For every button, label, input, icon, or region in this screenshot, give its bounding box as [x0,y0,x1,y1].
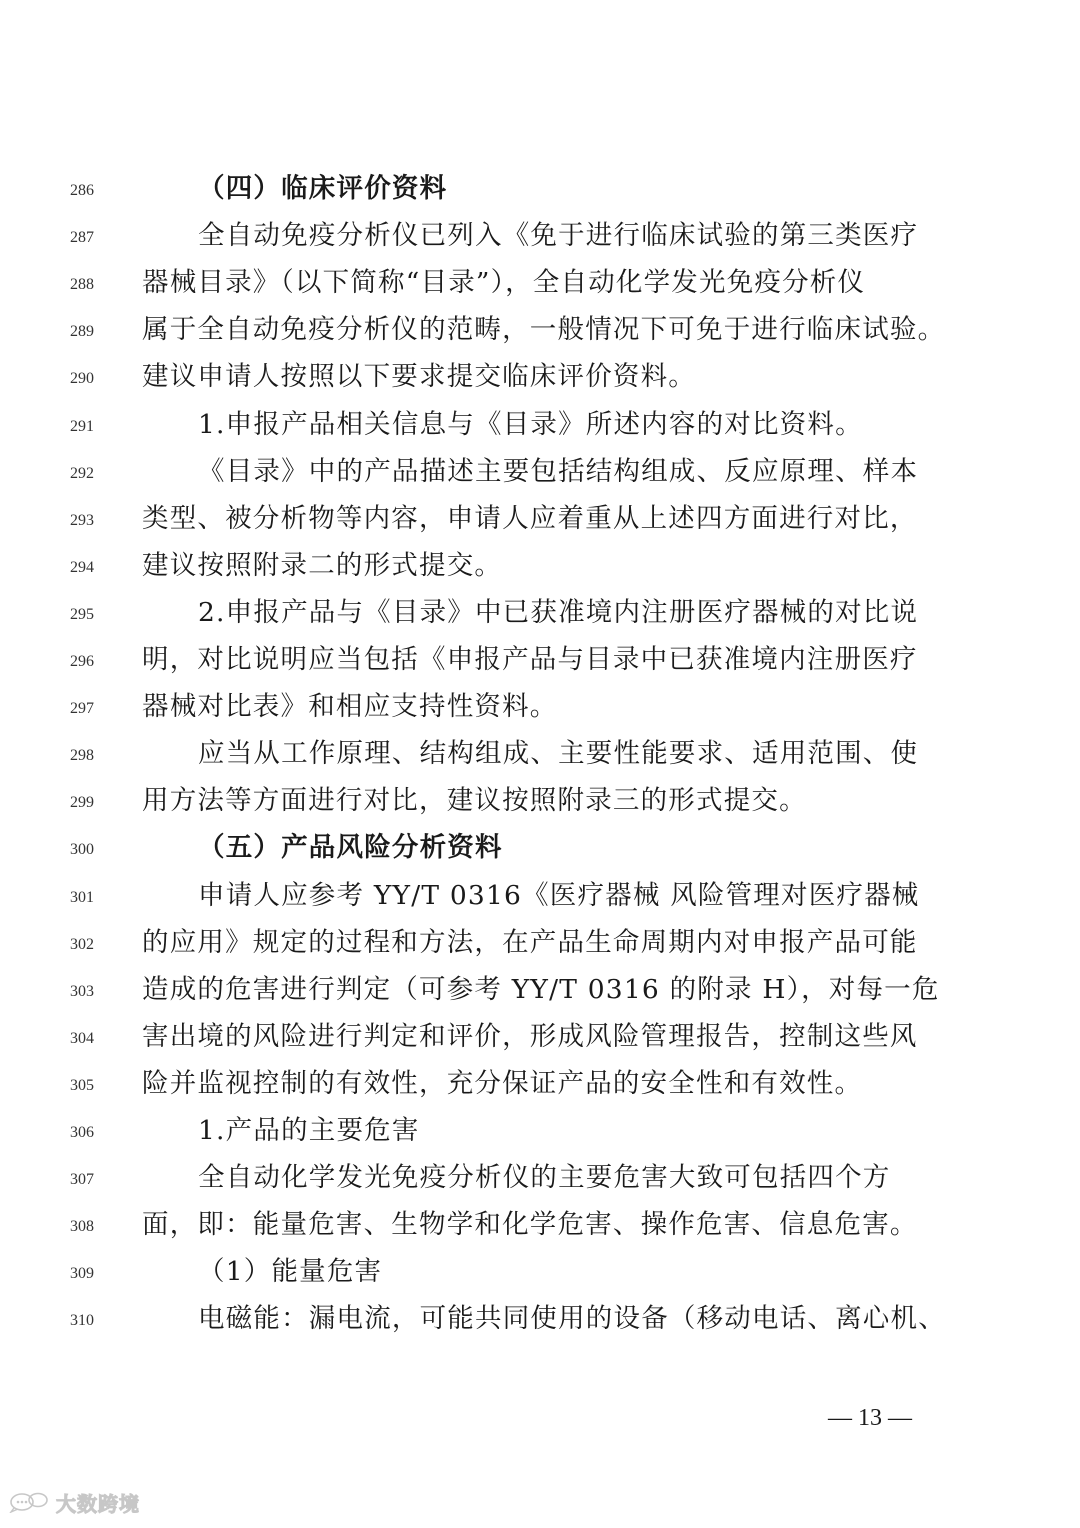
line-text: 建议申请人按照以下要求提交临床评价资料。 [142,361,696,393]
document-line [0,737,1080,784]
document-line [0,1161,1080,1208]
line-number: 306 [70,1124,94,1141]
document-line [0,879,1080,926]
line-text: 面，即：能量危害、生物学和化学危害、操作危害、信息危害。 [142,1209,918,1241]
line-number: 299 [70,794,94,812]
line-number: 305 [70,1076,94,1094]
line-number: 296 [70,653,94,670]
document-line [0,1208,1080,1255]
line-text: 造成的危害进行判定（可参考 YY/T 0316 的附录 H），对每一危 [142,973,940,1005]
line-text: 全自动免疫分析仪已列入《免于进行临床试验的第三类医疗 [198,220,919,252]
line-number: 287 [70,229,94,247]
line-number: 289 [70,323,94,341]
line-text: 险并监视控制的有效性，充分保证产品的安全性和有效性。 [142,1067,863,1099]
line-text: 2.申报产品与《目录》中已获准境内注册医疗器械的对比说 [198,596,919,628]
line-text: 器械对比表》和相应支持性资料。 [142,691,558,723]
document-line [0,313,1080,360]
line-text: 用方法等方面进行对比，建议按照附录三的形式提交。 [142,785,807,817]
line-text: 明，对比说明应当包括《申报产品与目录中已获准境内注册医疗 [142,644,918,675]
line-text: 类型、被分析物等内容，申请人应着重从上述四方面进行对比， [142,502,918,534]
line-text: 属于全自动免疫分析仪的范畴，一般情况下可免于进行临床试验。 [142,314,946,346]
document-line [0,360,1080,407]
document-line [0,1020,1080,1067]
document-line [0,784,1080,831]
line-number: 304 [70,1029,94,1047]
document-line [0,1255,1080,1302]
watermark-text: 大数跨境 [56,1491,140,1516]
document-line [0,172,1080,219]
line-text: 《目录》中的产品描述主要包括结构组成、反应原理、样本 [198,455,919,487]
document-line [0,973,1080,1020]
line-number: 297 [70,700,94,718]
document-line [0,1302,1080,1349]
document-line [0,596,1080,643]
line-number: 290 [70,370,94,388]
line-number: 307 [70,1171,94,1189]
line-text: 应当从工作原理、结构组成、主要性能要求、适用范围、使 [198,738,919,770]
line-number: 303 [70,982,94,1000]
document-line [0,549,1080,596]
document-line [0,455,1080,502]
line-number: 302 [70,935,94,953]
watermark [8,1488,140,1516]
line-number: 301 [70,888,94,906]
line-number: 292 [70,464,94,482]
line-number: 300 [70,841,94,859]
section-heading: （四）临床评价资料 [198,173,448,204]
line-number: 310 [70,1312,94,1330]
document-line [0,502,1080,549]
document-line [0,266,1080,313]
line-number: 308 [70,1218,94,1236]
line-text: 1.产品的主要危害 [198,1115,420,1146]
document-line [0,926,1080,973]
line-text: 1.申报产品相关信息与《目录》所述内容的对比资料。 [198,408,863,440]
line-text: 器械目录》（以下简称“目录”），全自动化学发光免疫分析仪 [142,267,866,299]
line-number: 295 [70,605,94,623]
section-heading: （五）产品风险分析资料 [198,832,503,864]
line-number: 309 [70,1265,94,1283]
document-line [0,831,1080,878]
line-text: 申请人应参考 YY/T 0316《医疗器械 风险管理对医疗器械 [198,879,920,911]
document-line [0,219,1080,266]
line-text: 全自动化学发光免疫分析仪的主要危害大致可包括四个方 [198,1162,891,1194]
document-line [0,408,1080,455]
line-text: 害出境的风险进行判定和评价，形成风险管理报告，控制这些风 [142,1020,918,1052]
page-number: — 13 — [828,1405,912,1431]
line-text: （1）能量危害 [198,1256,383,1288]
document-line [0,1114,1080,1161]
line-number: 286 [70,182,94,199]
line-number: 294 [70,558,94,576]
line-number: 293 [70,511,94,529]
line-number: 298 [70,747,94,765]
line-text: 电磁能：漏电流，可能共同使用的设备（移动电话、离心机、 [198,1303,946,1335]
line-text: 建议按照附录二的形式提交。 [142,549,503,581]
line-text: 的应用》规定的过程和方法，在产品生命周期内对申报产品可能 [142,926,918,958]
line-number: 288 [70,276,94,294]
document-line [0,1067,1080,1114]
document-line [0,690,1080,737]
document-line [0,643,1080,690]
line-number: 291 [70,417,94,435]
chat-bubble-logo-icon [8,1491,50,1513]
